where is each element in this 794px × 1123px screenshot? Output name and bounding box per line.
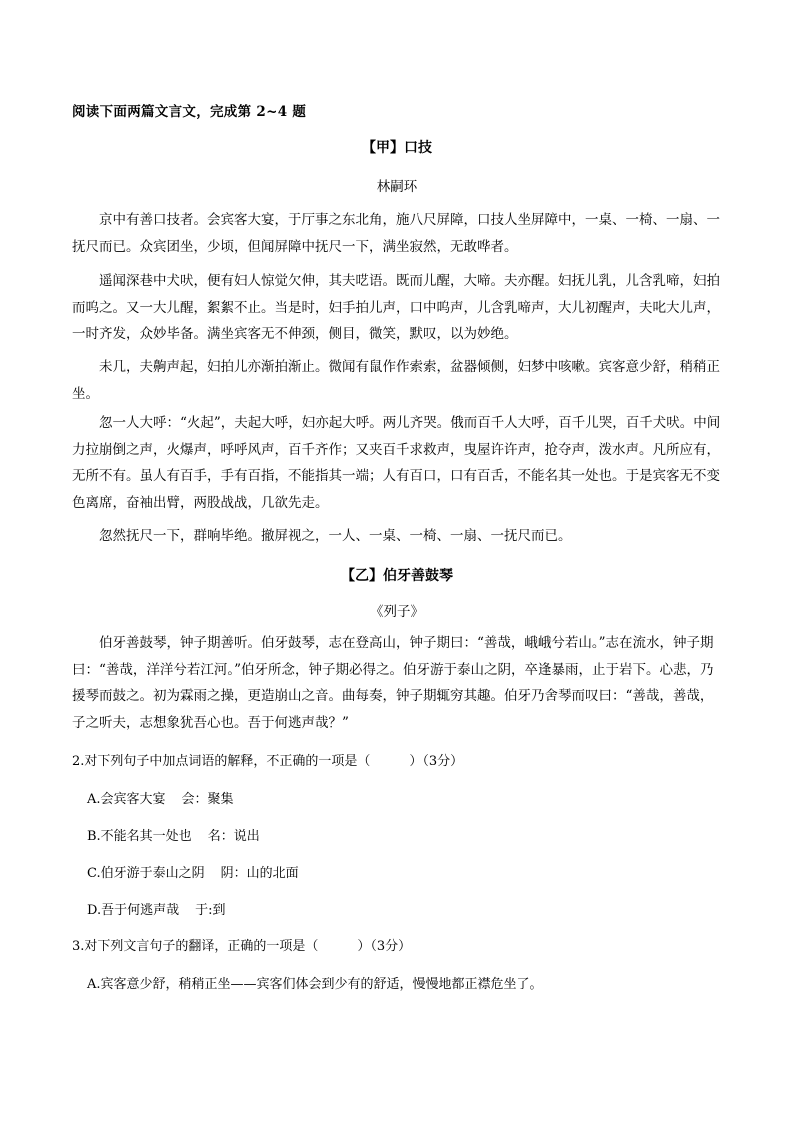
question-3-option-a — [87, 973, 543, 992]
option-gloss: 于:到 — [195, 903, 226, 918]
option-gloss: 会：聚集 — [181, 792, 234, 807]
option-text: A.会宾客大宴 — [87, 792, 166, 807]
text-b-title: 【乙】伯牙善鼓琴 — [341, 568, 453, 584]
text-a-paragraph-1: 京中有善口技者。会宾客大宴，于厅事之东北角，施八尺屏障，口技人坐屏障中，一桌、一椅、一扇、一抚尺而已。众宾团坐，少顷，但闻屏障中抚尺一下，满坐寂然，无敢哗者。 — [72, 212, 720, 255]
question-2-option-c — [87, 862, 299, 881]
question-3-stem: 3.对下列文言句子的翻译，正确的一项是（ ）（3分） — [72, 939, 412, 954]
option-gloss: 名：说出 — [207, 829, 260, 844]
option-text: D.吾于何逃声哉 — [87, 903, 180, 918]
reading-instruction: 阅读下面两篇文言文，完成第 2~4 题 — [72, 104, 307, 120]
text-a-paragraph-5: 忽然抚尺一下，群响毕绝。撤屏视之，一人、一桌、一椅、一扇、一抚尺而已。 — [99, 528, 572, 544]
question-2-option-b — [87, 825, 260, 844]
text-a-paragraph-4: 忽一人大呼：“火起”，夫起大呼，妇亦起大呼。两儿齐哭。俄而百千人大呼，百千儿哭，百千犬吠。中间力拉崩倒之声，火爆声，呼呼风声，百千齐作；又夹百千求救声，曳屋许许声，抢夺声，泼水声。凡所应有，无所不有。虽人有百手，手有百指，不能指其一端；人有百口，口有百舌，不能名其一处也。于是宾客无不变色离席，奋袖出臂，两股战战，几欲先走。 — [72, 415, 721, 511]
text-a-author: 林嗣环 — [376, 179, 418, 195]
option-text: B.不能名其一处也 — [87, 829, 192, 844]
text-b-paragraph-1: 伯牙善鼓琴，钟子期善听。伯牙鼓琴，志在登高山，钟子期曰：“善哉，峨峨兮若山。”志在流水，钟子期曰：“善哉，洋洋兮若江河。”伯牙所念，钟子期必得之。伯牙游于泰山之阴，卒逢暴雨，止于岩下。心悲，乃援琴而鼓之。初为霖雨之操，更造崩山之音。曲每奏，钟子期辄穷其趣。伯牙乃舍琴而叹曰：“善哉，善哉，子之听夫，志想象犹吾心也。吾于何逃声哉？” — [72, 635, 714, 731]
text-b-author: 《列子》 — [370, 604, 424, 620]
text-a-title: 【甲】口技 — [362, 140, 432, 156]
text-a-paragraph-3: 未几，夫齁声起，妇拍儿亦渐拍渐止。微闻有鼠作作索索，盆器倾侧，妇梦中咳嗽。宾客意少舒，稍稍正坐。 — [72, 359, 720, 402]
question-2-stem: 2.对下列句子中加点词语的解释，不正确的一项是（ ）（3分） — [72, 754, 464, 769]
option-text: A.宾客意少舒，稍稍正坐——宾客们体会到少有的舒适，慢慢地都正襟危坐了。 — [87, 977, 543, 992]
question-2-option-d — [87, 899, 225, 918]
option-gloss: 阴：山的北面 — [220, 866, 299, 881]
text-a-paragraph-2: 遥闻深巷中犬吠，便有妇人惊觉欠伸，其夫呓语。既而儿醒，大啼。夫亦醒。妇抚儿乳，儿含乳啼，妇拍而呜之。又一大儿醒，絮絮不止。当是时，妇手拍儿声，口中呜声，儿含乳啼声，大儿初醒声，夫叱大儿声，一时齐发，众妙毕备。满坐宾客无不伸颈，侧目，微笑，默叹，以为妙绝。 — [72, 273, 720, 342]
question-2-option-a — [87, 788, 234, 807]
option-text: C.伯牙游于泰山之阴 — [87, 866, 205, 881]
